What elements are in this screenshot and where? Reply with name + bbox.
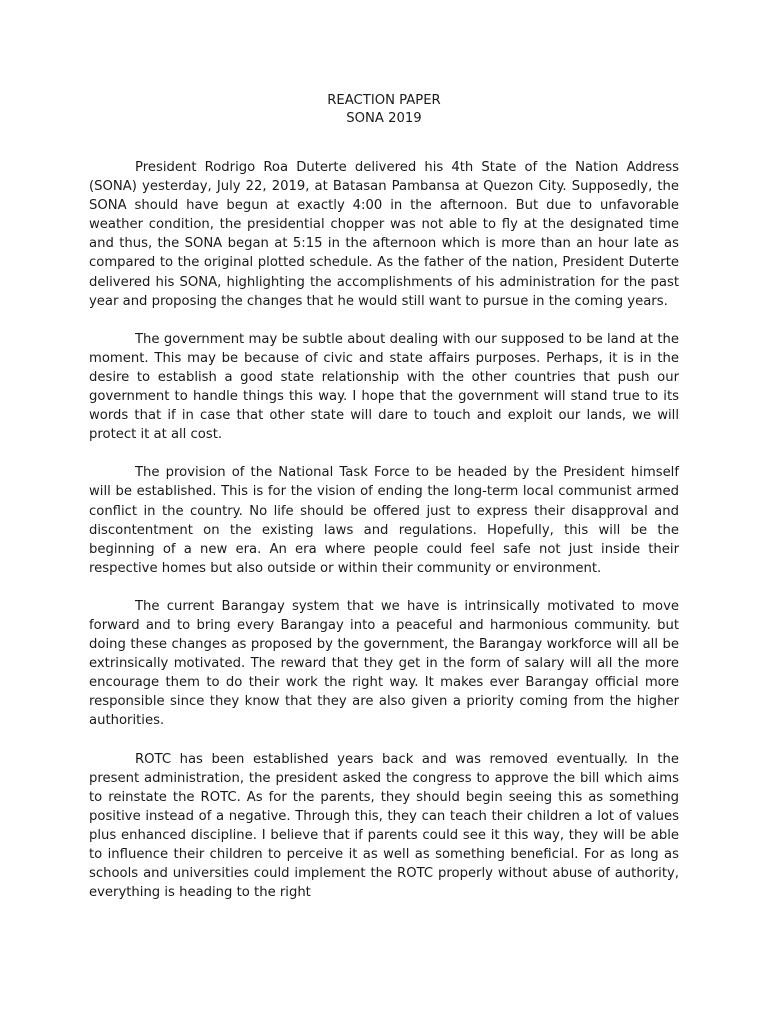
title-block xyxy=(89,92,679,128)
document-subtitle: SONA 2019 xyxy=(346,111,422,126)
paragraph-2: The government may be subtle about dealing with our supposed to be land at the moment. This may be because of civic and state affairs purposes. Perhaps, it is in the desire to establish a good state relationship with the other countries that push our government to handle things this way. I hope that the government will stand true to its words that if in case that other state will dare to touch and exploit our lands, we will protect it at all cost. xyxy=(89,331,679,443)
document-title: REACTION PAPER xyxy=(327,93,441,108)
document-page xyxy=(89,92,679,902)
paragraph-4: The current Barangay system that we have is intrinsically motivated to move forward and to bring every Barangay into a peaceful and harmonious community. but doing these changes as proposed by the government, the Barangay workforce will all be extrinsically motivated. The reward that they get in the form of salary will all the more encourage them to do their work the right way. It makes ever Barangay official more responsible since they know that they are also given a priority coming from the higher authorities. xyxy=(89,598,679,729)
paragraph-5: ROTC has been established years back and was removed eventually. In the present administration, the president asked the congress to approve the bill which aims to reinstate the ROTC. As for the parents, they should begin seeing this as something positive instead of a negative. Through this, they can teach their children a lot of values plus enhanced discipline. I believe that if parents could see it this way, they will be able to influence their children to perceive it as well as something beneficial. For as long as schools and universities could implement the ROTC properly without abuse of authority, everything is heading to the right xyxy=(89,751,679,901)
paragraph-1: President Rodrigo Roa Duterte delivered his 4th State of the Nation Address (SONA) yesterday, July 22, 2019, at Batasan Pambansa at Quezon City. Supposedly, the SONA should have begun at exactly 4:00 in the afternoon. But due to unfavorable weather condition, the presidential chopper was not able to fly at the designated time and thus, the SONA began at 5:15 in the afternoon which is more than an hour late as compared to the original plotted schedule. As the father of the nation, President Duterte delivered his SONA, highlighting the accomplishments of his administration for the past year and proposing the changes that he would still want to pursue in the coming years. xyxy=(89,160,679,309)
paragraph-3: The provision of the National Task Force to be headed by the President himself will be established. This is for the vision of ending the long-term local communist armed conflict in the country. No life should be offered just to express their disapproval and discontentment on the existing laws and regulations. Hopefully, this will be the beginning of a new era. An era where people could feel safe not just inside their respective homes but also outside or within their community or environment. xyxy=(89,465,679,576)
